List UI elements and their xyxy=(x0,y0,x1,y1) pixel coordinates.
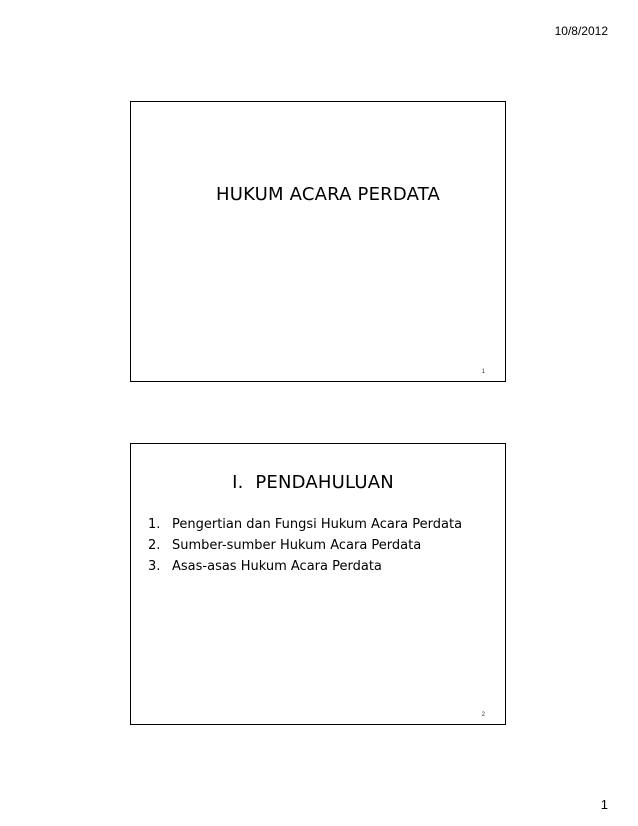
list-item-text: Sumber-sumber Hukum Acara Perdata xyxy=(172,538,422,553)
page-number: 1 xyxy=(600,797,608,812)
list-item-number: 2. xyxy=(148,538,161,553)
list-item xyxy=(148,535,462,556)
list-item-text: Pengertian dan Fungsi Hukum Acara Perdata xyxy=(172,517,463,532)
list-item-number: 1. xyxy=(148,517,161,532)
slide-title: HUKUM ACARA PERDATA xyxy=(215,184,441,205)
print-date: 10/8/2012 xyxy=(554,24,608,38)
slide-2 xyxy=(130,443,506,725)
slide-1 xyxy=(130,101,506,382)
slide-number: 2 xyxy=(481,712,485,718)
list-item xyxy=(148,556,462,577)
list-item-number: 3. xyxy=(148,559,161,574)
list-item xyxy=(148,514,462,535)
list-item-text: Asas-asas Hukum Acara Perdata xyxy=(172,559,382,574)
slide-number: 1 xyxy=(481,369,485,375)
topic-list xyxy=(148,514,462,577)
slide-title: I. PENDAHULUAN xyxy=(232,472,394,493)
